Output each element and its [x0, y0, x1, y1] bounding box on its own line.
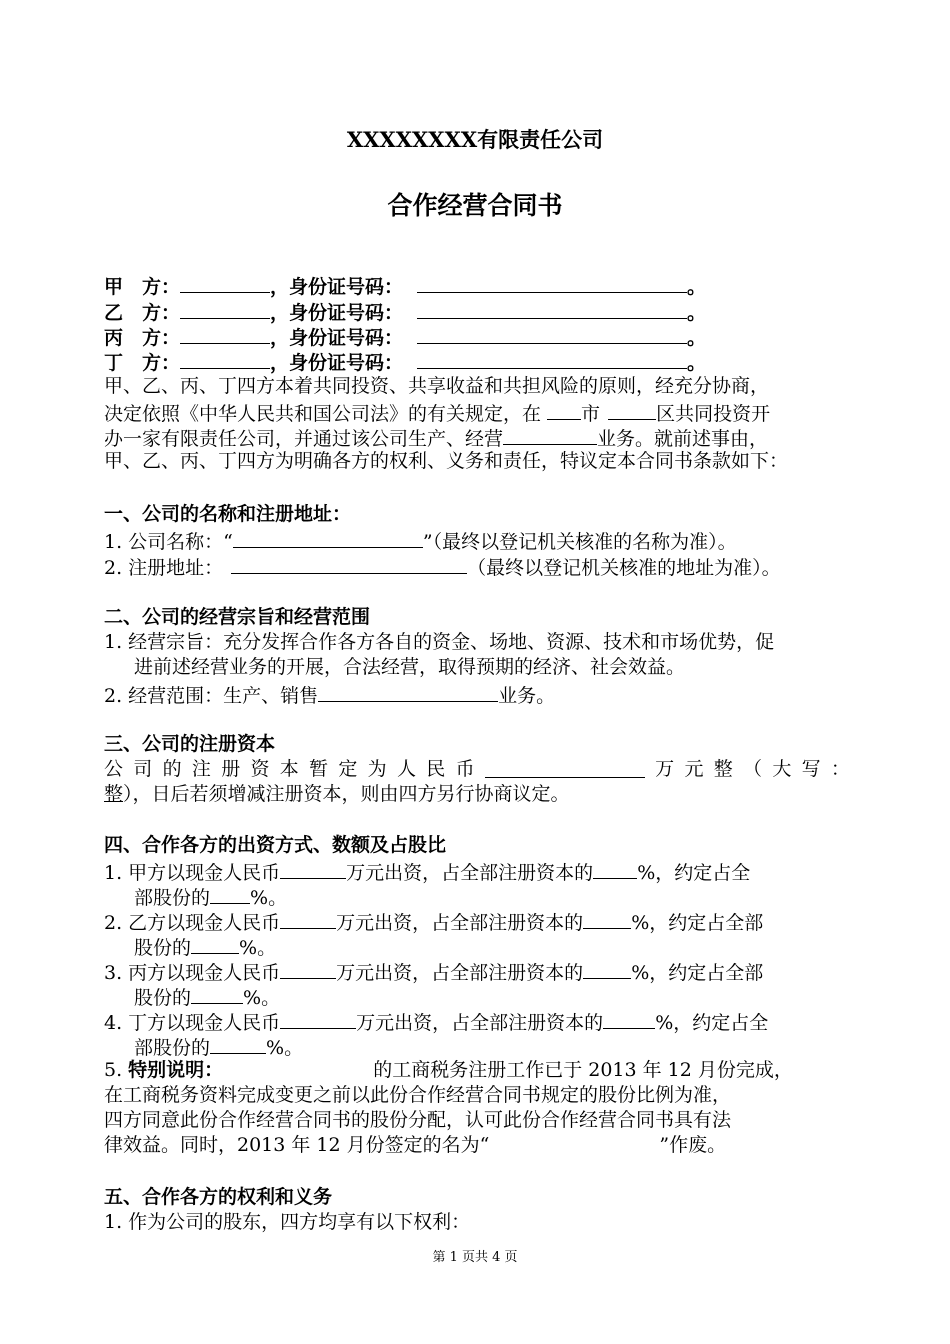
section-2-heading: 二、公司的经营宗旨和经营范围 [104, 606, 371, 628]
party-ding-line: 丁 方： ，身份证号码： 。 [104, 348, 706, 376]
amount-blank [280, 958, 336, 979]
id-blank [417, 298, 687, 319]
name-blank [180, 272, 270, 293]
document-title: 合作经营合同书 [387, 191, 563, 220]
percent-blank [583, 908, 631, 929]
section-1-item-2: 2. 注册地址： （最终以登记机关核准的地址为准）。 [104, 553, 781, 581]
percent-blank [593, 858, 637, 879]
business-blank [503, 424, 597, 445]
party-label: 丁 方： [104, 352, 181, 374]
section-1-heading: 一、公司的名称和注册地址： [104, 503, 352, 525]
section-4-item-5-line-2: 在工商税务资料完成变更之前以此份合作经营合同书规定的股份比例为准， [104, 1084, 732, 1106]
id-blank [417, 348, 687, 369]
section-4-item-1-cont: 部股份的 %。 [134, 883, 287, 911]
section-4-item-3-cont: 股份的 %。 [134, 983, 280, 1011]
section-1-item-1: 1. 公司名称：“ ”（最终以登记机关核准的名称为准）。 [104, 527, 737, 555]
page-number: 第 1 页共 4 页 [432, 1250, 518, 1265]
id-label: ，身份证号码： [270, 352, 404, 374]
section-3-line-1: 公 司 的 注 册 资 本 暂 定 为 人 民 币 万 元 整 （ 大 写 ： [104, 758, 850, 780]
section-3-line-2: 整），日后若须增减注册资本，则由四方另行协商议定。 [104, 783, 570, 805]
section-4-item-5: 5. 特别说明： 的工商税务注册工作已于 2013 年 12 月份完成， [104, 1059, 793, 1081]
amount-blank [280, 1008, 356, 1029]
section-2-item-2: 2. 经营范围：生产、销售 业务。 [104, 681, 555, 709]
scope-blank [318, 681, 498, 702]
section-2-item-1: 1. 经营宗旨：充分发挥合作各方各自的资金、场地、资源、技术和市场优势，促 [104, 631, 775, 653]
id-label: ，身份证号码： [270, 276, 404, 298]
city-blank [547, 399, 581, 420]
share-blank [191, 933, 239, 954]
district-blank [608, 399, 656, 420]
section-4-item-2-cont: 股份的 %。 [134, 933, 276, 961]
party-jia-line: 甲 方： ，身份证号码： 。 [104, 272, 706, 300]
section-4-item-4: 4. 丁方以现金人民币 万元出资，占全部注册资本的 %，约定占全 [104, 1008, 768, 1036]
preamble-line-2: 决定依照《中华人民共和国公司法》的有关规定，在 市 区共同投资开 [104, 399, 770, 427]
name-blank [180, 348, 270, 369]
section-4-item-5-line-3: 四方同意此份合作经营合同书的股份分配，认可此份合作经营合同书具有法 [104, 1109, 732, 1131]
party-label: 丙 方： [104, 327, 181, 349]
percent-blank [603, 1008, 655, 1029]
party-yi-line: 乙 方： ，身份证号码： 。 [104, 298, 706, 326]
company-name: XXXXXXXX有限责任公司 [346, 127, 604, 152]
percent-blank [583, 958, 631, 979]
section-3-heading: 三、公司的注册资本 [104, 733, 276, 755]
name-blank [180, 298, 270, 319]
id-label: ，身份证号码： [270, 327, 404, 349]
preamble-line-3: 办一家有限责任公司，并通过该公司生产、经营 业务。就前述事由， [104, 424, 768, 452]
party-label: 甲 方： [104, 276, 181, 298]
section-4-item-1: 1. 甲方以现金人民币 万元出资，占全部注册资本的 %，约定占全 [104, 858, 750, 886]
section-4-item-4-cont: 部股份的 %。 [134, 1033, 303, 1061]
id-blank [417, 323, 687, 344]
section-4-item-5-line-4: 律效益。同时，2013 年 12 月份签定的名为“ ”作废。 [104, 1134, 727, 1156]
section-4-heading: 四、合作各方的出资方式、数额及占股比 [104, 834, 447, 856]
section-2-item-1-cont: 进前述经营业务的开展，合法经营，取得预期的经济、社会效益。 [134, 656, 686, 678]
section-5-heading: 五、合作各方的权利和义务 [104, 1186, 333, 1208]
address-blank [231, 553, 467, 574]
party-label: 乙 方： [104, 302, 181, 324]
id-label: ，身份证号码： [270, 302, 404, 324]
preamble-line-4: 甲、乙、丙、丁四方为明确各方的权利、义务和责任，特议定本合同书条款如下： [104, 450, 789, 472]
amount-blank [280, 908, 336, 929]
share-blank [210, 1033, 266, 1054]
capital-blank [485, 757, 645, 778]
company-name-blank [233, 527, 423, 548]
share-blank [191, 983, 243, 1004]
party-bing-line: 丙 方： ，身份证号码： 。 [104, 323, 706, 351]
name-blank [180, 323, 270, 344]
share-blank [210, 883, 250, 904]
id-blank [417, 272, 687, 293]
section-5-item-1: 1. 作为公司的股东，四方均享有以下权利： [104, 1211, 471, 1233]
amount-blank [280, 858, 346, 879]
preamble-line-1: 甲、乙、丙、丁四方本着共同投资、共享收益和共担风险的原则，经充分协商， [104, 375, 770, 397]
section-4-item-2: 2. 乙方以现金人民币 万元出资，占全部注册资本的 %，约定占全部 [104, 908, 763, 936]
section-4-item-3: 3. 丙方以现金人民币 万元出资，占全部注册资本的 %，约定占全部 [104, 958, 763, 986]
